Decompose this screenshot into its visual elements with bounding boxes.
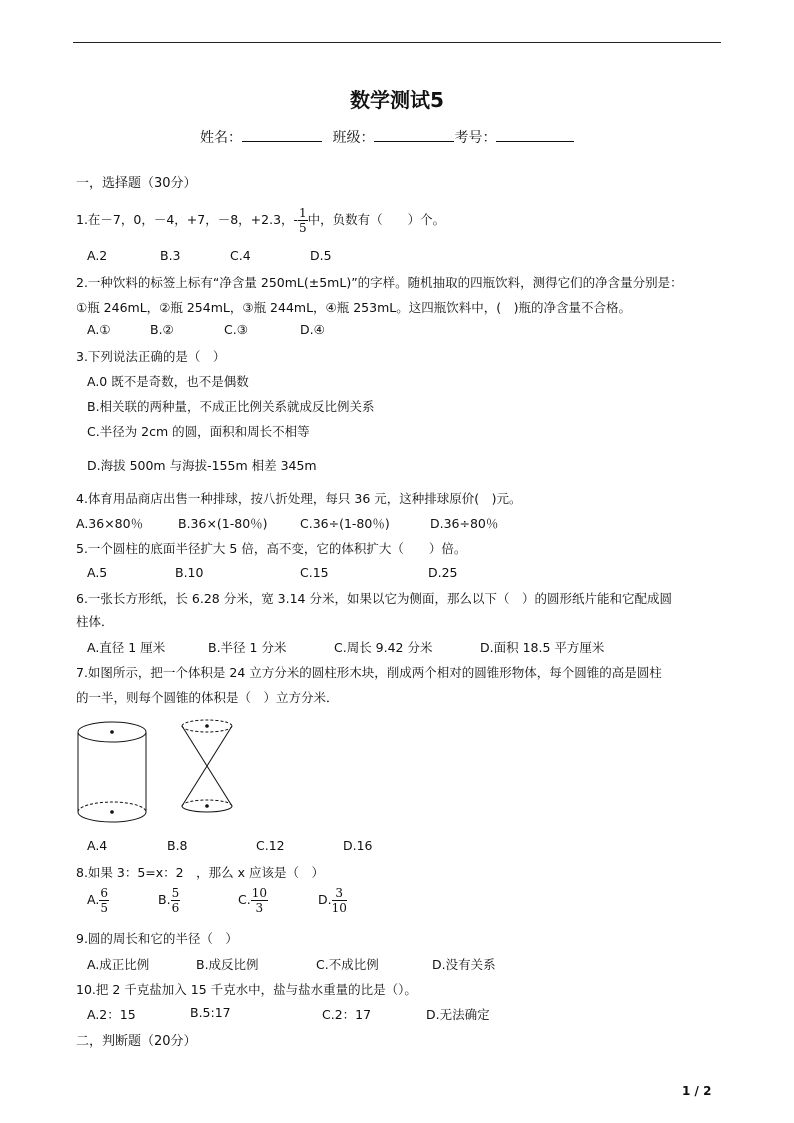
q8-option-b[interactable]	[158, 887, 180, 914]
q8-a-den: 5	[100, 901, 108, 915]
class-blank[interactable]	[374, 127, 454, 142]
q9-stem: 9.圆的周长和它的半径（ ）	[76, 931, 238, 946]
q7-option-d[interactable]: D.16	[343, 838, 373, 853]
q8-a-fraction	[99, 887, 109, 914]
page-number: 1 / 2	[682, 1084, 712, 1098]
q9-option-a[interactable]: A.成正比例	[87, 957, 150, 972]
q3-option-c[interactable]: C.半径为 2cm 的圆，面积和周长不相等	[87, 424, 310, 439]
q8-b-num: 5	[171, 886, 180, 900]
q2-option-a[interactable]: A.①	[87, 322, 111, 337]
q8-b-den: 6	[171, 901, 180, 915]
q8-stem: 8.如果 3：5=x：2 ，那么 x 应该是（ ）	[76, 865, 324, 880]
exam-number-blank[interactable]	[496, 127, 574, 142]
q1-frac-den: 5	[299, 221, 307, 235]
q1-frac-num: 1	[299, 206, 307, 220]
q8-d-den: 10	[331, 901, 347, 915]
q8-d-label: D.	[318, 892, 332, 907]
cylinder-figure	[78, 722, 146, 822]
q9-option-c[interactable]: C.不成比例	[316, 957, 379, 972]
q7-line-1: 7.如图所示，把一个体积是 24 立方分米的圆柱形木块，削成两个相对的圆锥形物体，每个圆锥的高是圆柱	[76, 665, 662, 680]
q1-text-b: 中，负数有（ ）个。	[307, 212, 446, 227]
q2-line-1: 2.一种饮料的标签上标有“净含量 250mL(±5mL)”的字样。随机抽取的四瓶饮料，测得它们的净含量分别是：	[76, 275, 683, 290]
q8-c-num: 10	[251, 886, 267, 900]
q8-option-a[interactable]	[87, 887, 109, 914]
q1-fraction	[298, 207, 308, 234]
q4-stem: 4.体育用品商店出售一种排球，按八折处理，每只 36 元，这种排球原价( )元。	[76, 491, 522, 506]
q9-option-d[interactable]: D.没有关系	[432, 957, 496, 972]
q8-d-fraction	[332, 887, 347, 914]
q5-option-c[interactable]: C.15	[300, 565, 329, 580]
section-heading-choice: 一，选择题（30分）	[76, 176, 197, 191]
q4-option-c[interactable]: C.36÷(1-80％)	[300, 516, 390, 531]
q1-option-b[interactable]: B.3	[160, 248, 181, 263]
header-rule	[73, 42, 721, 43]
q8-c-label: C.	[238, 892, 251, 907]
q8-a-num: 6	[100, 886, 108, 900]
q9-option-b[interactable]: B.成反比例	[196, 957, 259, 972]
q2-option-c[interactable]: C.③	[224, 322, 248, 337]
q2-option-b[interactable]: B.②	[150, 322, 174, 337]
q10-option-b[interactable]: B.5:17	[190, 1005, 231, 1020]
name-blank[interactable]	[242, 127, 322, 142]
q6-line-1: 6.一张长方形纸，长 6.28 分米，宽 3.14 分米，如果以它为侧面，那么以下（ ）的圆形纸片能和它配成圆	[76, 591, 672, 606]
section-heading-judgement: 二，判断题（20分）	[76, 1034, 197, 1049]
q10-option-d[interactable]: D.无法确定	[426, 1007, 490, 1022]
q8-b-label: B.	[158, 892, 171, 907]
q3-stem: 3.下列说法正确的是（ ）	[76, 349, 226, 364]
q3-option-b[interactable]: B.相关联的两种量，不成正比例关系就成反比例关系	[87, 399, 375, 414]
page-title: 数学测试5	[350, 88, 444, 112]
q8-d-num: 3	[332, 887, 347, 901]
q6-option-d[interactable]: D.面积 18.5 平方厘米	[480, 640, 605, 655]
q3-option-d[interactable]: D.海拔 500m 与海拔-155m 相差 345m	[87, 458, 317, 473]
q5-option-d[interactable]: D.25	[428, 565, 458, 580]
exam-number-label: 考号：	[454, 130, 497, 146]
q8-c-den: 3	[255, 901, 264, 915]
q7-option-b[interactable]: B.8	[167, 838, 188, 853]
q10-stem: 10.把 2 千克盐加入 15 千克水中，盐与盐水重量的比是（）。	[76, 982, 417, 997]
q7-figure	[70, 712, 240, 832]
q1-option-a[interactable]: A.2	[87, 248, 108, 263]
q5-option-b[interactable]: B.10	[175, 565, 204, 580]
q7-line-2: 的一半，则每个圆锥的体积是（ ）立方分米．	[76, 690, 339, 705]
question-1	[76, 207, 445, 234]
q8-option-d[interactable]	[318, 887, 347, 914]
q8-option-c[interactable]	[238, 887, 268, 914]
q1-option-d[interactable]: D.5	[310, 248, 332, 263]
q2-line-2: ①瓶 246mL，②瓶 254mL，③瓶 244mL，④瓶 253mL。这四瓶饮料中，( )瓶的净含量不合格。	[76, 300, 631, 315]
class-label: 班级：	[332, 130, 375, 146]
q3-option-a[interactable]: A.0 既不是奇数，也不是偶数	[87, 374, 249, 389]
q4-option-b[interactable]: B.36×(1-80％)	[178, 516, 268, 531]
name-label: 姓名：	[200, 130, 242, 146]
q8-b-fraction	[171, 887, 181, 914]
q6-option-c[interactable]: C.周长 9.42 分米	[334, 640, 433, 655]
q8-c-fraction	[251, 887, 268, 914]
q10-option-c[interactable]: C.2：17	[322, 1007, 372, 1022]
q6-option-a[interactable]: A.直径 1 厘米	[87, 640, 166, 655]
q5-stem: 5.一个圆柱的底面半径扩大 5 倍，高不变，它的体积扩大（ ）倍。	[76, 541, 467, 556]
q5-option-a[interactable]: A.5	[87, 565, 108, 580]
q7-option-c[interactable]: C.12	[256, 838, 285, 853]
student-info-row	[200, 127, 574, 147]
q4-option-a[interactable]: A.36×80％	[76, 516, 144, 531]
q10-option-a[interactable]: A.2：15	[87, 1007, 136, 1022]
q1-option-c[interactable]: C.4	[230, 248, 251, 263]
q8-a-label: A.	[87, 892, 100, 907]
q4-option-d[interactable]: D.36÷80％	[430, 516, 499, 531]
double-cone-figure	[182, 720, 232, 812]
q7-option-a[interactable]: A.4	[87, 838, 108, 853]
q1-text-a: 1.在－7，0，－4，+7，－8，+2.3，-	[76, 212, 299, 227]
q2-option-d[interactable]: D.④	[300, 322, 325, 337]
q6-line-2: 柱体．	[76, 614, 114, 629]
q6-option-b[interactable]: B.半径 1 分米	[208, 640, 287, 655]
